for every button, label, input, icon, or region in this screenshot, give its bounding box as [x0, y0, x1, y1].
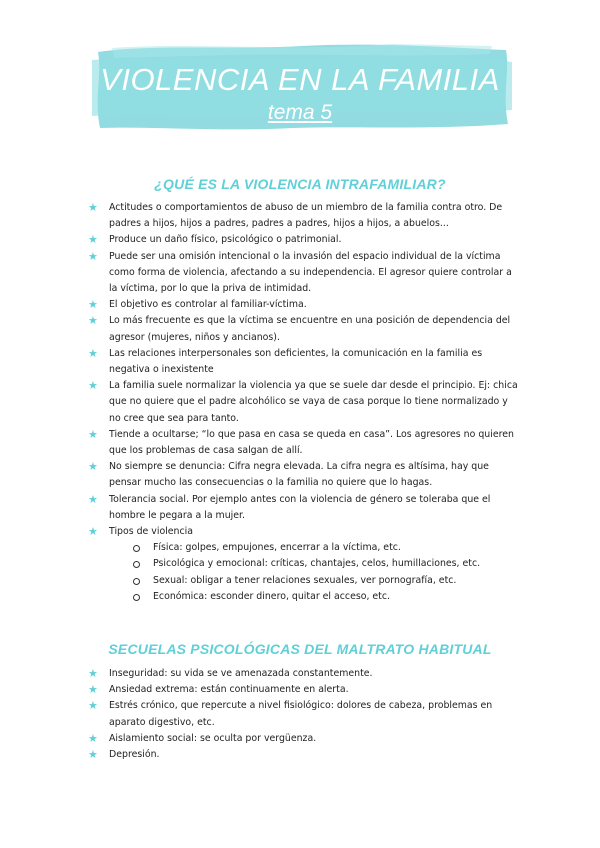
list-item: ★ Inseguridad: su vida se ve amenazada constantemente.	[88, 666, 518, 682]
star-icon: ★	[88, 298, 98, 312]
star-icon: ★	[88, 748, 98, 762]
violence-types-list	[109, 540, 518, 605]
list-item: ★ Tolerancia social. Por ejemplo antes con la violencia de género se toleraba que el hombre le pegara a la mujer.	[88, 492, 491, 521]
star-icon: ★	[88, 201, 98, 214]
list-item: ★ Actitudes o comportamientos de abuso de un miembro de la familia contra otro. De padres a hijos, hijos a padres, padres a padres, hijos a hijos, a abuelos...	[88, 201, 503, 230]
list-item: ★ Ansiedad extrema: están continuamente en alerta.	[88, 682, 518, 698]
star-icon: ★	[88, 379, 98, 393]
list-item: ★ Tiende a ocultarse; “lo que pasa en casa se queda en casa”. Los agresores no quieren que los problemas de casa salgan de allí.	[88, 427, 514, 457]
sub-list-item: Física: golpes, empujones, encerrar a la víctima, etc.	[133, 540, 518, 556]
list-item: ★ Las relaciones interpersonales son deficientes, la comunicación en la familia es negativa o inexistente	[88, 346, 483, 376]
list-item: ★ Tipos de violencia Física: golpes, empujones, encerrar a la víctima, etc. Psicológica y emocional: críticas, chantajes, celos, humillaciones, etc. Sexual: obligar a tener relaciones sexuales, ver pornografía, etc. Económica: esconder dinero, quitar el acceso, etc.	[88, 524, 518, 605]
star-icon: ★	[88, 492, 98, 506]
list-item: ★ No siempre se denuncia: Cifra negra elevada. La cifra negra es altísima, hay que pensar mucho las consecuencias o la familia no quiere que lo hagas.	[88, 460, 489, 489]
star-icon: ★	[88, 683, 98, 697]
sub-list-item: Económica: esconder dinero, quitar el acceso, etc.	[133, 589, 518, 605]
star-icon: ★	[88, 731, 98, 745]
star-icon: ★	[88, 346, 98, 360]
star-icon: ★	[88, 699, 98, 713]
page-subtitle: tema 5	[267, 101, 333, 124]
list-item: ★ Aislamiento social: se oculta por vergüenza.	[88, 731, 518, 747]
circle-icon	[133, 578, 140, 585]
star-icon: ★	[88, 314, 98, 328]
circle-icon	[133, 545, 140, 552]
circle-icon	[133, 594, 140, 601]
star-icon: ★	[88, 667, 98, 680]
list-item: ★ Depresión.	[88, 747, 518, 763]
section-title-secuelas: SECUELAS PSICOLÓGICAS DEL MALTRATO HABITUAL	[108, 641, 492, 657]
list-item: ★ El objetivo es controlar al familiar-víctima.	[88, 297, 518, 313]
star-icon: ★	[88, 249, 98, 263]
list-item: ★ Produce un daño físico, psicológico o patrimonial.	[88, 232, 518, 248]
secuelas-list	[88, 666, 518, 763]
intrafamiliar-list	[88, 200, 518, 605]
list-item: ★ La familia suele normalizar la violencia ya que se suele dar desde el principio. Ej: chica que no quiere que el padre alcohólico se vaya de casa porque lo tiene normalizado y no cree que sea para tanto.	[88, 379, 518, 424]
page-title: VIOLENCIA EN LA FAMILIA	[100, 62, 500, 97]
section-title-intrafamiliar: ¿QUÉ ES LA VIOLENCIA INTRAFAMILIAR?	[154, 176, 446, 192]
list-item: ★ Estrés crónico, que repercute a nivel fisiológico: dolores de cabeza, problemas en aparato digestivo, etc.	[88, 699, 493, 728]
sub-list-item: Psicológica y emocional: críticas, chantajes, celos, humillaciones, etc.	[133, 556, 518, 572]
star-icon: ★	[88, 427, 98, 441]
sub-list-item: Sexual: obligar a tener relaciones sexuales, ver pornografía, etc.	[133, 573, 518, 589]
star-icon: ★	[88, 525, 98, 539]
star-icon: ★	[88, 460, 98, 474]
star-icon: ★	[88, 233, 98, 247]
list-item: ★ Lo más frecuente es que la víctima se encuentre en una posición de dependencia del agresor (mujeres, niños y ancianos).	[88, 314, 511, 343]
circle-icon	[133, 561, 140, 568]
list-item: ★ Puede ser una omisión intencional o la invasión del espacio individual de la víctima como forma de violencia, afectando a su independencia. El agresor quiere controlar a la víctima, por lo que la priva de intimidad.	[88, 249, 512, 295]
